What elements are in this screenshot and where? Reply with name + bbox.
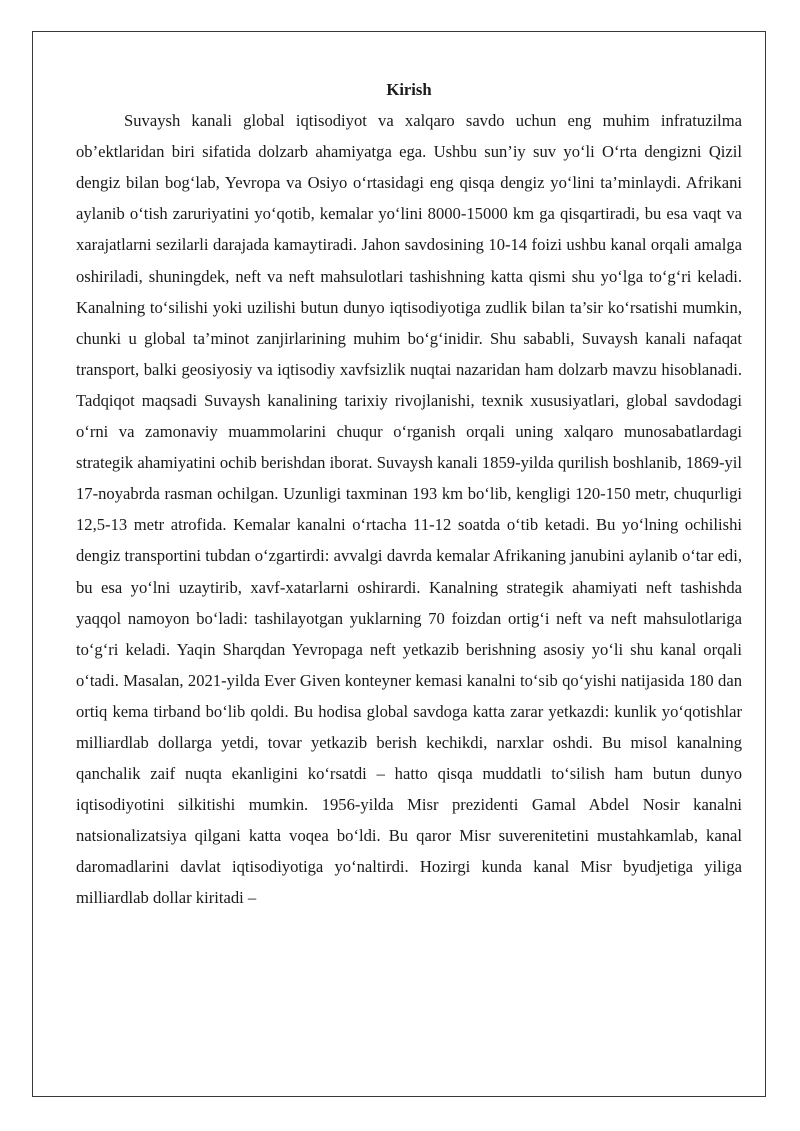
section-heading: Kirish	[386, 80, 432, 99]
body-paragraph: Suvaysh kanali global iqtisodiyot va xalqaro savdo uchun eng muhim infratuzilma ob’ektlaridan biri sifatida dolzarb ahamiyatga ega. Ushbu sun’iy suv yo‘li O‘rta dengizni Qizil dengiz bilan bog‘lab, Yevropa va Osiyo o‘rtasidagi eng qisqa dengiz yo‘lini ta’minlaydi. Afrikani aylanib o‘tish zaruriyatini yo‘qotib, kemalar yo‘lini 8000-15000 km ga qisqartiradi, bu esa vaqt va xarajatlarni sezilarli darajada kamaytiradi. Jahon savdosining 10-14 foizi ushbu kanal orqali amalga oshiriladi, shuningdek, neft va neft mahsulotlari tashishning katta qismi shu yo‘lga to‘g‘ri keladi. Kanalning to‘silishi yoki uzilishi butun dunyo iqtisodiyotiga zudlik bilan ta’sir ko‘rsatishi mumkin, chunki u global ta’minot zanjirlarining muhim bo‘g‘inidir. Shu sababli, Suvaysh kanali nafaqat transport, balki geosiyosiy va iqtisodiy xavfsizlik nuqtai nazaridan ham dolzarb mavzu hisoblanadi. Tadqiqot maqsadi Suvaysh kanalining tarixiy rivojlanishi, texnik xususiyatlari, global savdodagi o‘rni va zamonaviy muammolarini chuqur o‘rganish orqali uning xalqaro munosabatlardagi strategik ahamiyatini ochib berishdan iborat. Suvaysh kanali 1859-yilda qurilish boshlanib, 1869-yil 17-noyabrda rasman ochilgan. Uzunligi taxminan 193 km bo‘lib, kengligi 120-150 metr, chuqurligi 12,5-13 metr atrofida. Kemalar kanalni o‘rtacha 11-12 soatda o‘tib ketadi. Bu yo‘lning ochilishi dengiz transportini tubdan o‘zgartirdi: avvalgi davrda kemalar Afrikaning janubini aylanib o‘tar edi, bu esa yo‘lni uzaytirib, xavf-xatarlarni oshirardi. Kanalning strategik ahamiyati neft tashishda yaqqol namoyon bo‘ladi: tashilayotgan yuklarning 70 foizdan ortig‘i neft va neft mahsulotlariga to‘g‘ri keladi. Yaqin Sharqdan Yevropaga neft yetkazib berishning asosiy yo‘li shu kanal orqali o‘tadi. Masalan, 2021-yilda Ever Given konteyner kemasi kanalni to‘sib qo‘yishi natijasida 180 dan ortiq kema tirband bo‘lib qoldi. Bu hodisa global savdoga katta zarar yetkazdi: kunlik yo‘qotishlar milliardlab dollarga yetdi, tovar yetkazib berish kechikdi, narxlar oshdi. Bu misol kanalning qanchalik zaif nuqta ekanligini ko‘rsatdi – hatto qisqa muddatli to‘silish ham butun dunyo iqtisodiyotini silkitishi mumkin. 1956-yilda Misr prezidenti Gamal Abdel Nosir kanalni natsionalizatsiya qilgani katta voqea bo‘ldi. Bu qaror Misr suverenitetini mustahkamlab, kanal daromadlarini davlat iqtisodiyotiga yo‘naltirdi. Hozirgi kunda kanal Misr byudjetiga yiliga milliardlab dollar kiritadi –	[76, 111, 742, 908]
document-body	[76, 74, 742, 914]
